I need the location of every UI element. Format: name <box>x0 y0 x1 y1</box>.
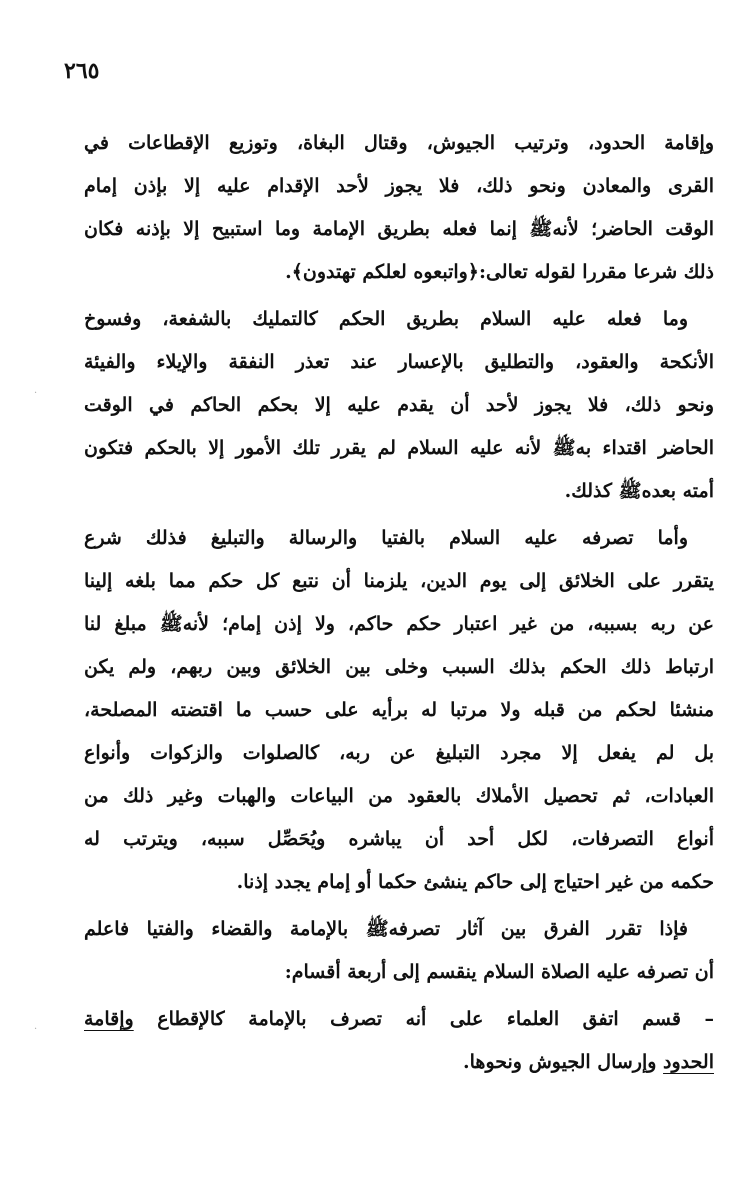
underlined-text: وإقامة <box>84 1008 134 1030</box>
text-line: يتقرر على الخلائق إلى يوم الدين، يلزمنا أن نتبع كل حكم مما بلغه إلينا <box>84 570 714 592</box>
text-line: ارتباط ذلك الحكم بذلك السبب وخلى بين الخلائق وبين ربهم، ولم يكن <box>84 656 714 678</box>
text-line: منشئا لحكم من قبله ولا مرتبا له برأيه على حسب ما اقتضته المصلحة، <box>84 699 714 721</box>
text-line <box>84 1041 714 1084</box>
text-line: بل لم يفعل إلا مجرد التبليغ عن ربه، كالصلوات والزكوات وأنواع <box>84 742 714 764</box>
text-line: فإذا تقرر الفرق بين آثار تصرفهﷺ بالإمامة والقضاء والفتيا فاعلم <box>84 918 688 940</box>
text-line: القرى والمعادن ونحو ذلك، فلا يجوز لأحد الإقدام عليه إلا بإذن إمام <box>84 175 714 197</box>
text-line: عن ربه بسببه، من غير اعتبار حكم حاكم، ولا إذن إمام؛ لأنهﷺ مبلغ لنا <box>84 613 714 635</box>
paragraph <box>84 517 714 904</box>
text-line: أمته بعدهﷺ كذلك. <box>564 480 714 502</box>
text-line: حكمه من غير احتياج إلى حاكم ينشئ حكما أو إمام يجدد إذنا. <box>236 871 714 893</box>
text-line: الحاضر اقتداء بهﷺ لأنه عليه السلام لم يقرر تلك الأمور إلا بالحكم فتكون <box>84 437 714 459</box>
list-item-text: وإرسال الجيوش ونحوها. <box>463 1051 664 1073</box>
text-line: وما فعله عليه السلام بطريق الحكم كالتمليك بالشفعة، وفسوخ <box>84 308 688 330</box>
text-line: ونحو ذلك، فلا يجوز لأحد أن يقدم عليه إلا بحكم الحاكم في الوقت <box>84 394 714 416</box>
paragraph <box>84 298 714 513</box>
list-item-text: – قسم اتفق العلماء على أنه تصرف بالإمامة كالإقطاع <box>133 1008 714 1030</box>
text-line: وإقامة الحدود، وترتيب الجيوش، وقتال البغاة، وتوزيع الإقطاعات في <box>84 132 714 154</box>
text-line <box>84 998 714 1041</box>
text-line: أنواع التصرفات، لكل أحد أن يباشره ويُحَصِّل سببه، ويترتب له <box>84 828 714 850</box>
list-item <box>84 998 714 1084</box>
scan-mark: · <box>34 1024 38 1035</box>
text-line: الأنكحة والعقود، والتطليق بالإعسار عند تعذر النفقة والإيلاء والفيئة <box>84 351 714 373</box>
page-body <box>84 122 714 1088</box>
paragraph <box>84 122 714 294</box>
text-line: العبادات، ثم تحصيل الأملاك بالعقود من البياعات والهبات وغير ذلك من <box>84 785 714 807</box>
text-line: أن تصرفه عليه الصلاة السلام ينقسم إلى أربعة أقسام: <box>284 961 714 983</box>
paragraph <box>84 908 714 994</box>
scan-mark: · <box>34 388 38 399</box>
underlined-text: الحدود <box>663 1051 714 1073</box>
text-line: وأما تصرفه عليه السلام بالفتيا والرسالة والتبليغ فذلك شرع <box>84 527 688 549</box>
text-line: ذلك شرعا مقررا لقوله تعالى:﴿واتبعوه لعلكم تهتدون﴾. <box>285 261 714 283</box>
text-line: الوقت الحاضر؛ لأنهﷺ إنما فعله بطريق الإمامة وما استبيح إلا بإذنه فكان <box>84 218 714 240</box>
page-number: ٢٦٥ <box>64 58 100 84</box>
